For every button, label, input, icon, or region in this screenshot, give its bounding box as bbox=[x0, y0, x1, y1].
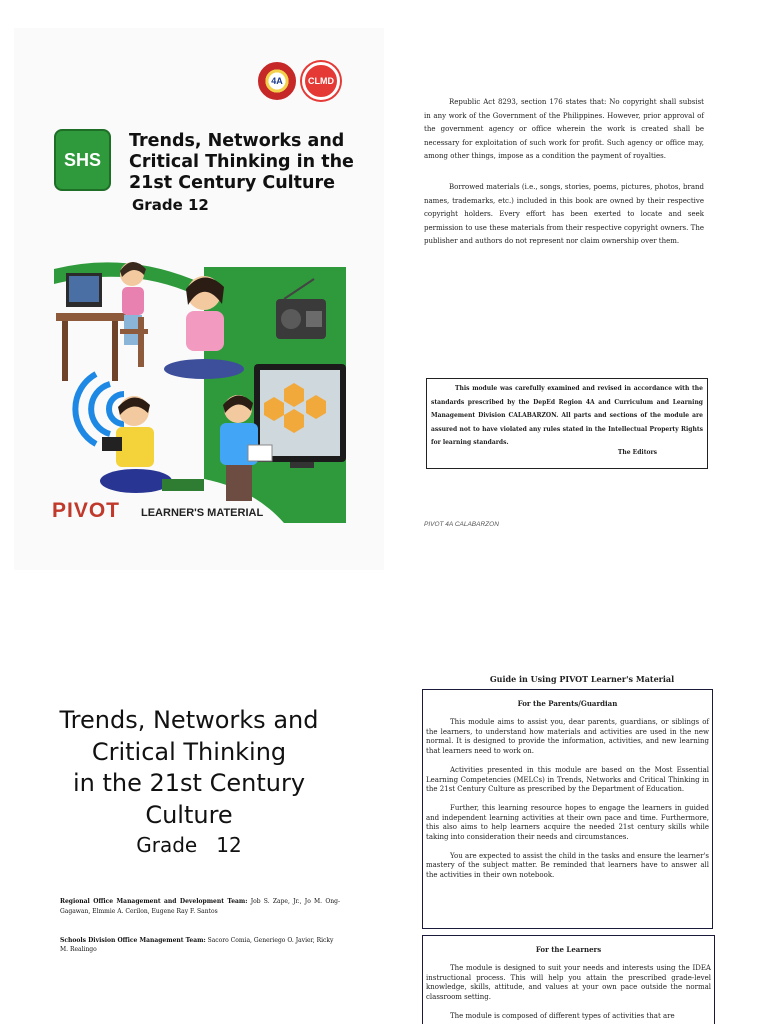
guide-heading: Guide in Using PIVOT Learner's Material bbox=[489, 674, 675, 684]
learners-material-label: LEARNER'S MATERIAL bbox=[141, 507, 264, 519]
copyright-page bbox=[396, 28, 768, 570]
copyright-paragraph: Republic Act 8293, section 176 states that: No copyright shall subsist in any work of the Government of the Philippines. However, prior approval of the government agency or office wherein the work is created shall be necessary for exploitation of such work for profit. Such agency or office may, among other things, impose as a condition the payment of royalties. bbox=[424, 98, 704, 160]
parents-paragraph: Further, this learning resource hopes to engage the learners in guided and independent learning activities at their own pace and time. Furthermore, this also aims to help learners acquire the needed 21st century skills while taking into consideration their needs and circumstances. bbox=[426, 803, 709, 842]
review-note: This module was carefully examined and revised in accordance with the standards prescribed by the DepEd Region 4A and Curriculum and Learning Management Division CALABARZON. All parts and sections of the module are assured not to have violated any rules stated in the Intellectual Property Rights for learning standards. bbox=[431, 385, 703, 446]
cover-illustration bbox=[54, 229, 346, 523]
shs-badge: SHS bbox=[54, 129, 111, 191]
clmd-logo: CLMD bbox=[302, 62, 340, 100]
cover-page bbox=[14, 28, 384, 570]
regional-team-credits bbox=[60, 897, 340, 916]
guide-page bbox=[396, 600, 768, 1024]
cover-title: Trends, Networks and Critical Thinking in the 21st Century Culture bbox=[129, 131, 354, 193]
title-page bbox=[14, 600, 384, 1024]
learners-guide-box bbox=[422, 935, 715, 1024]
book-icon bbox=[162, 479, 204, 491]
borrowed-materials-paragraph: Borrowed materials (i.e., songs, stories, poems, pictures, photos, brand names, trademarks, etc.) included in this book are owned by their respective copyright holders. Every effort has been exerted to locate and seek permission to use these materials from their respective copyright owners. The publisher and authors do not represent nor claim ownership over them. bbox=[424, 183, 704, 245]
learners-paragraph: The module is designed to suit your needs and interests using the IDEA instructional process. This will help you attain the prescribed grade-level knowledge, skills, attitude, and values at your own pace outside the normal classroom setting. bbox=[426, 964, 711, 1002]
footer-note: PIVOT 4A CALABARZON bbox=[424, 521, 499, 528]
inner-title: Trends, Networks and Critical Thinking in the 21st Century Culture bbox=[59, 706, 319, 829]
review-note-box bbox=[426, 378, 708, 469]
pivot-logo: PIVOT bbox=[52, 499, 121, 522]
division-team-names: Sacoro Comia, Generiego O. Javier, Ricky M. Realingo bbox=[60, 937, 334, 953]
learners-guide-title: For the Learners bbox=[535, 945, 602, 954]
parents-guide-title: For the Parents/Guardian bbox=[517, 699, 618, 708]
review-signature: The Editors bbox=[617, 449, 657, 456]
division-team-label: Schools Division Office Management Team: bbox=[60, 937, 206, 944]
inner-grade: Grade 12 bbox=[136, 833, 242, 857]
cover-grade: Grade 12 bbox=[132, 196, 209, 214]
division-team-credits bbox=[60, 937, 340, 954]
learners-paragraph: The module is composed of different types of activities that are bbox=[450, 1011, 675, 1020]
parents-paragraph: This module aims to assist you, dear parents, guardians, or siblings of the learners, to understand how materials and activities are used in the new normal. It is designed to provide the information, activities, and new learning that learners need to work on. bbox=[426, 718, 709, 756]
parents-paragraph: You are expected to assist the child in the tasks and ensure the learner's mastery of the subject matter. Be reminded that learners have to answer all the activities in their own notebook. bbox=[426, 851, 709, 880]
desk bbox=[56, 313, 126, 321]
deped-region-logo: 4A bbox=[258, 62, 296, 100]
regional-team-names: Job S. Zape, Jr., Jo M. Ong-Gagawan, Elmmie A. Cerilon, Eugene Ray F. Santos bbox=[60, 898, 340, 915]
parents-paragraph: Activities presented in this module are based on the Most Essential Learning Competencies (MELCs) in Trends, Networks and Critical Thinking in the 21st Century Culture as prescribed by the Department of Education. bbox=[426, 765, 709, 794]
regional-team-label: Regional Office Management and Development Team: bbox=[60, 898, 248, 905]
parents-guide-box bbox=[422, 689, 713, 929]
